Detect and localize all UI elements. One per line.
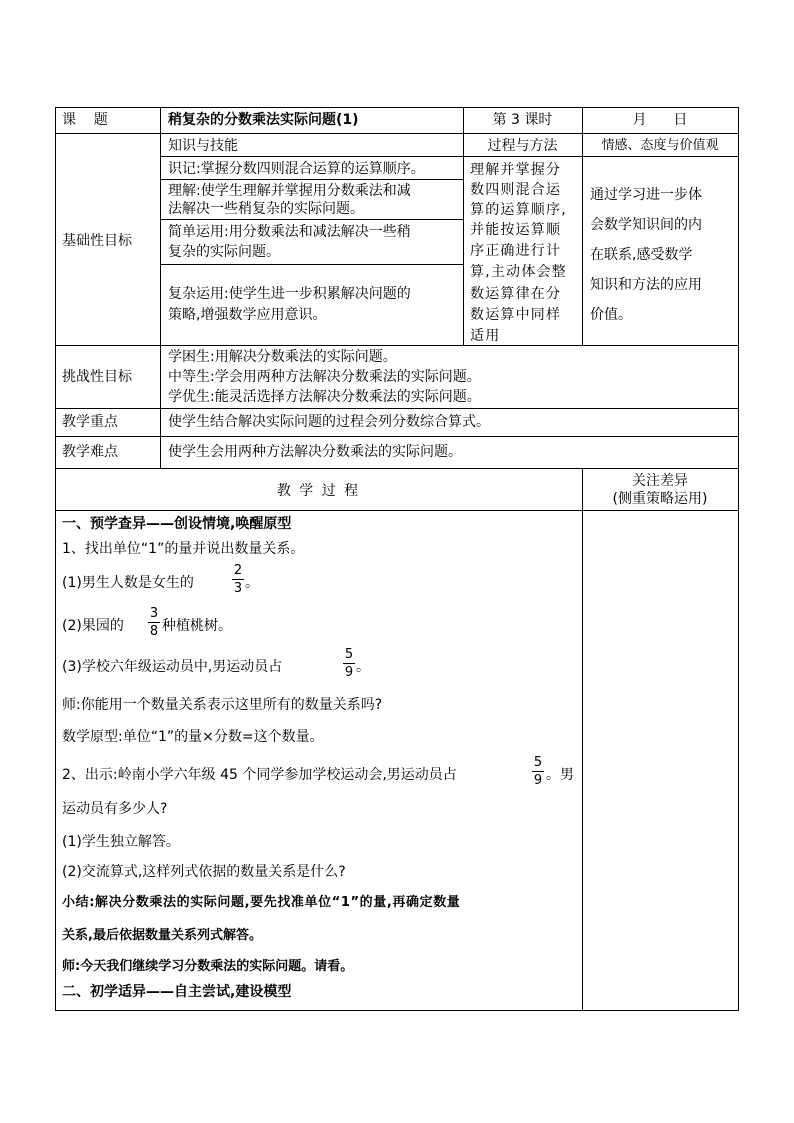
section-two-title: 二、初学适异——自主尝试,建设模型 (62, 984, 292, 1000)
question-3-text: (3)学校六年级运动员中,男运动员占 (62, 659, 283, 675)
process-line: 序正确进行计 (470, 243, 562, 259)
process-line: 理解并掌握分 (470, 162, 562, 178)
teacher-question: 师:你能用一个数量关系表示这里所有的数量关系吗? (62, 697, 383, 713)
process-line: 数四则混合运 (470, 182, 562, 198)
summary-line-2: 关系,最后依据数量关系列式解答。 (62, 928, 262, 943)
row-divider (55, 468, 739, 469)
process-line: 并能按运算顺 (470, 222, 562, 238)
date-label: 月 日 (632, 112, 688, 128)
difficulty-label: 教学难点 (62, 444, 118, 460)
table-border-top (55, 107, 739, 108)
question-2-suffix: 种植桃树。 (162, 618, 232, 634)
knowledge-item: 简单运用:用分数乘法和减法解决一些稍 (168, 224, 411, 240)
teacher-closing: 师:今天我们继续学习分数乘法的实际问题。请看。 (62, 959, 354, 974)
differentiation-subheader: (侧重策略运用) (612, 491, 708, 507)
sub-step-2: (2)交流算式,这样列式依据的数量关系是什么? (62, 864, 346, 880)
question-3-end: 。 (356, 659, 370, 675)
challenge-item: 学困生:用解决分数乘法的实际问题。 (168, 349, 397, 365)
knowledge-item: 识记:掌握分数四则混合运算的运算顺序。 (168, 161, 425, 177)
process-line: 适用 (470, 328, 501, 344)
knowledge-header: 知识与技能 (168, 138, 238, 154)
fraction-three-eighths: 3 8 (149, 606, 159, 639)
question-1-text: (1)男生人数是女生的 (62, 575, 194, 591)
fraction-two-thirds: 2 3 (233, 563, 243, 596)
process-section-header: 教 学 过 程 (276, 483, 361, 499)
row-divider (55, 133, 739, 134)
knowledge-item: 复杂的实际问题。 (168, 244, 280, 260)
fraction-five-ninths-2: 5 9 (533, 755, 543, 788)
process-line: 算,主动体会整 (470, 264, 567, 280)
row-divider (55, 510, 739, 511)
emotion-header: 情感、态度与价值观 (601, 138, 719, 153)
lesson-title: 稍复杂的分数乘法实际问题(1) (168, 112, 359, 128)
subject-label: 课 题 (62, 112, 108, 128)
process-item-2: 2、出示:岭南小学六年级 45 个同学参加学校运动会,男运动员占 (62, 767, 457, 783)
challenge-goals-label: 挑战性目标 (62, 369, 132, 385)
math-prototype: 数学原型:单位“1”的量×分数=这个数量。 (62, 729, 324, 745)
table-border-right (738, 107, 739, 1011)
process-line: 算的运算顺序, (470, 202, 567, 218)
process-item-2-end: 。男 (546, 767, 574, 783)
section-one-title: 一、预学查异——创设情境,唤醒原型 (62, 516, 292, 532)
row-divider (55, 408, 739, 409)
basic-goals-label: 基础性目标 (62, 233, 132, 249)
col-divider (160, 107, 161, 469)
question-1-end: 。 (245, 575, 259, 591)
knowledge-item: 法解决一些稍复杂的实际问题。 (168, 201, 364, 217)
table-border-bottom (55, 1010, 739, 1011)
process-header: 过程与方法 (487, 138, 558, 154)
row-divider (160, 219, 463, 220)
emotion-line: 在联系,感受数学 (590, 247, 693, 263)
emotion-line: 价值。 (590, 307, 632, 323)
emotion-line: 通过学习进一步体 (590, 187, 702, 203)
process-line: 数运算律在分 (470, 286, 562, 302)
sub-step-1: (1)学生独立解答。 (62, 834, 180, 850)
emotion-line: 会数学知识间的内 (590, 217, 702, 233)
challenge-item: 学优生:能灵活选择方法解决分数乘法的实际问题。 (168, 389, 481, 405)
emotion-line: 知识和方法的应用 (590, 277, 702, 293)
row-divider (160, 264, 463, 265)
table-border-left (55, 107, 56, 1011)
knowledge-item: 复杂运用:使学生进一步积累解决问题的 (168, 286, 411, 302)
challenge-item: 中等生:学会用两种方法解决分数乘法的实际问题。 (168, 369, 481, 385)
process-item-2-cont: 运动员有多少人? (62, 801, 168, 817)
difficulty-text: 使学生会用两种方法解决分数乘法的实际问题。 (168, 444, 462, 460)
summary-line-1: 小结:解决分数乘法的实际问题,要先找准单位“1”的量,再确定数量 (62, 895, 461, 910)
period-label: 第 3 课时 (492, 112, 553, 128)
process-line: 数运算中同样 (470, 307, 562, 323)
row-divider (160, 179, 463, 180)
row-divider (55, 345, 739, 346)
fraction-five-ninths: 5 9 (344, 647, 354, 680)
knowledge-item: 策略,增强数学应用意识。 (168, 307, 327, 323)
row-divider (160, 156, 739, 157)
process-item-1: 1、找出单位“1”的量并说出数量关系。 (62, 541, 305, 557)
row-divider (55, 436, 739, 437)
question-2-prefix: (2)果园的 (62, 618, 124, 634)
col-divider (582, 468, 583, 1011)
knowledge-item: 理解:使学生理解并掌握用分数乘法和减 (168, 183, 411, 199)
key-point-label: 教学重点 (62, 414, 118, 430)
key-point-text: 使学生结合解决实际问题的过程会列分数综合算式。 (168, 414, 490, 430)
differentiation-header: 关注差异 (632, 473, 688, 489)
